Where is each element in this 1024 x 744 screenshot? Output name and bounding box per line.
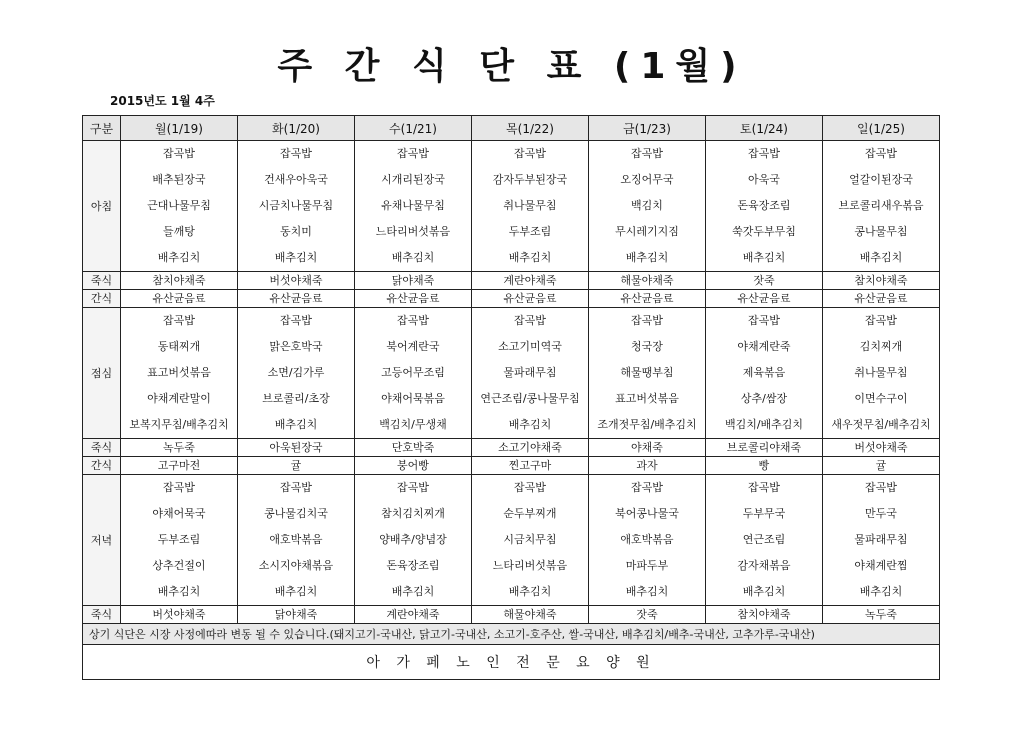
week-label: 2015년도 1월 4주 [110, 94, 215, 108]
menu-item: 해물땡부침 [620, 366, 674, 379]
menu-item: 유산균음료 [121, 290, 238, 308]
origin-note: 상기 식단은 시장 사정에따라 변동 될 수 있습니다.(돼지고기-국내산, 닭고기-국내산, 소고기-호주산, 쌀-국내산, 배추김치/배추-국내산, 고추가루-국내산) [83, 624, 940, 645]
porridge-am-label: 죽식 [83, 272, 121, 290]
dinner-label: 저녁 [83, 475, 121, 606]
menu-item: 유산균음료 [823, 290, 940, 308]
menu-item: 순두부찌개 [503, 507, 557, 520]
menu-item: 백김치/배추김치 [724, 418, 804, 431]
menu-item: 배추된장국 [152, 173, 206, 186]
menu-item: 귤 [823, 457, 940, 475]
menu-item: 잡곡밥 [514, 147, 546, 160]
menu-item: 두부무국 [742, 507, 786, 520]
lunch-cell [238, 308, 355, 439]
menu-item: 조개젓무침/배추김치 [597, 418, 697, 431]
menu-item: 닭야채죽 [355, 272, 472, 290]
lunch-label: 점심 [83, 308, 121, 439]
menu-item: 감자두부된장국 [492, 173, 568, 186]
dinner-cell [238, 475, 355, 606]
corner-header: 구분 [83, 116, 121, 141]
menu-item: 고구마전 [121, 457, 238, 475]
menu-item: 버섯야채죽 [121, 606, 238, 624]
menu-item: 보복지무침/배추김치 [129, 418, 229, 431]
porridge-night-label: 죽식 [83, 606, 121, 624]
menu-item: 유산균음료 [706, 290, 823, 308]
menu-item: 소고기미역국 [498, 340, 562, 353]
day-header: 목(1/22) [472, 116, 589, 141]
lunch-cell [355, 308, 472, 439]
menu-item: 배추김치 [508, 251, 552, 264]
lunch-row [83, 308, 940, 439]
dinner-cell [121, 475, 238, 606]
menu-item: 계란야채죽 [355, 606, 472, 624]
menu-item: 배추김치 [742, 585, 786, 598]
menu-item: 돈육장조림 [737, 199, 791, 212]
page-title: 주 간 식 단 표 (1월) [277, 46, 747, 87]
menu-item: 물파래무침 [503, 366, 557, 379]
menu-item: 버섯야채죽 [823, 439, 940, 457]
menu-item: 근대나물무침 [147, 199, 211, 212]
menu-item: 야채계란말이 [147, 392, 211, 405]
menu-item: 참치야채죽 [823, 272, 940, 290]
menu-item: 잡곡밥 [163, 147, 195, 160]
note-row [83, 624, 940, 645]
menu-item: 브로콜리/초장 [262, 392, 330, 405]
menu-item: 두부조림 [508, 225, 552, 238]
menu-item: 유산균음료 [238, 290, 355, 308]
menu-item: 닭야채죽 [238, 606, 355, 624]
lunch-cell [472, 308, 589, 439]
menu-item: 연근조림 [742, 533, 786, 546]
menu-item: 시금치나물무침 [258, 199, 334, 212]
menu-item: 배추김치 [625, 251, 669, 264]
snack-pm-label: 간식 [83, 457, 121, 475]
breakfast-cell [238, 141, 355, 272]
menu-item: 귤 [238, 457, 355, 475]
menu-item: 취나물무침 [854, 366, 908, 379]
menu-item: 애호박볶음 [620, 533, 674, 546]
porridge-night-row [83, 606, 940, 624]
footer-row [83, 645, 940, 680]
menu-item: 고등어무조림 [381, 366, 445, 379]
menu-item: 배추김치 [391, 585, 435, 598]
menu-item: 잡곡밥 [397, 481, 429, 494]
menu-item: 과자 [589, 457, 706, 475]
dinner-cell [472, 475, 589, 606]
menu-item: 잡곡밥 [865, 147, 897, 160]
dinner-cell [589, 475, 706, 606]
menu-item: 백김치 [631, 199, 663, 212]
menu-item: 해물야채죽 [472, 606, 589, 624]
menu-item: 유채나물무침 [381, 199, 445, 212]
menu-item: 무시레기지짐 [615, 225, 679, 238]
menu-item: 배추김치 [508, 585, 552, 598]
menu-item: 잡곡밥 [514, 481, 546, 494]
breakfast-row [83, 141, 940, 272]
weekly-menu-table [82, 115, 940, 680]
menu-item: 잡곡밥 [748, 314, 780, 327]
menu-item: 배추김치 [157, 251, 201, 264]
menu-item: 잡곡밥 [631, 147, 663, 160]
menu-item: 들깨탕 [163, 225, 195, 238]
menu-item: 표고버섯볶음 [147, 366, 211, 379]
menu-item: 아욱국 [748, 173, 780, 186]
menu-item: 잡곡밥 [631, 481, 663, 494]
snack-am-row [83, 290, 940, 308]
menu-item: 돈육장조림 [386, 559, 440, 572]
menu-item: 잡곡밥 [631, 314, 663, 327]
dinner-row [83, 475, 940, 606]
menu-item: 야채죽 [589, 439, 706, 457]
facility-name: 아 가 페 노 인 전 문 요 양 원 [83, 645, 940, 680]
menu-item: 느타리버섯볶음 [492, 559, 568, 572]
day-header: 화(1/20) [238, 116, 355, 141]
lunch-cell [121, 308, 238, 439]
menu-item: 상추건절이 [152, 559, 206, 572]
menu-item: 녹두죽 [121, 439, 238, 457]
menu-item: 취나물무침 [503, 199, 557, 212]
menu-item: 쑥갓두부무침 [732, 225, 796, 238]
menu-item: 동태찌개 [157, 340, 201, 353]
menu-item: 잡곡밥 [280, 147, 312, 160]
menu-item: 야채어묵볶음 [381, 392, 445, 405]
menu-item: 잡곡밥 [865, 481, 897, 494]
breakfast-cell [589, 141, 706, 272]
menu-item: 야채계란죽 [737, 340, 791, 353]
menu-item: 잡곡밥 [397, 147, 429, 160]
menu-item: 김치찌개 [859, 340, 903, 353]
menu-item: 참치야채죽 [121, 272, 238, 290]
menu-item: 잡곡밥 [748, 481, 780, 494]
menu-item: 맑은호박국 [269, 340, 323, 353]
menu-item: 배추김치 [742, 251, 786, 264]
menu-item: 배추김치 [274, 418, 318, 431]
menu-item: 잡곡밥 [865, 314, 897, 327]
menu-item: 배추김치 [274, 585, 318, 598]
breakfast-cell [121, 141, 238, 272]
menu-item: 배추김치 [625, 585, 669, 598]
menu-item: 두부조림 [157, 533, 201, 546]
dinner-cell [823, 475, 940, 606]
menu-item: 배추김치 [508, 418, 552, 431]
menu-item: 잡곡밥 [280, 481, 312, 494]
menu-item: 감자채볶음 [737, 559, 791, 572]
menu-item: 유산균음료 [472, 290, 589, 308]
porridge-am-row [83, 272, 940, 290]
menu-item: 시금치무침 [503, 533, 557, 546]
menu-item: 잣죽 [589, 606, 706, 624]
menu-item: 동치미 [280, 225, 312, 238]
menu-item: 계란야채죽 [472, 272, 589, 290]
menu-item: 붕어빵 [355, 457, 472, 475]
snack-am-label: 간식 [83, 290, 121, 308]
menu-item: 브로콜리야채죽 [706, 439, 823, 457]
day-header: 금(1/23) [589, 116, 706, 141]
breakfast-label: 아침 [83, 141, 121, 272]
menu-item: 빵 [706, 457, 823, 475]
lunch-cell [823, 308, 940, 439]
menu-item: 아욱된장국 [238, 439, 355, 457]
day-header: 토(1/24) [706, 116, 823, 141]
lunch-cell [706, 308, 823, 439]
menu-item: 참치야채죽 [706, 606, 823, 624]
menu-item: 소시지야채볶음 [258, 559, 334, 572]
menu-item: 참치김치찌개 [381, 507, 445, 520]
menu-item: 유산균음료 [589, 290, 706, 308]
menu-item: 잡곡밥 [748, 147, 780, 160]
menu-item: 버섯야채죽 [238, 272, 355, 290]
menu-item: 만두국 [865, 507, 897, 520]
breakfast-cell [355, 141, 472, 272]
menu-item: 배추김치 [859, 585, 903, 598]
menu-item: 시개리된장국 [381, 173, 445, 186]
menu-item: 배추김치 [274, 251, 318, 264]
menu-item: 야채계란찜 [854, 559, 908, 572]
menu-item: 콩나물김치국 [264, 507, 328, 520]
menu-item: 느타리버섯볶음 [375, 225, 451, 238]
porridge-pm-label: 죽식 [83, 439, 121, 457]
porridge-pm-row [83, 439, 940, 457]
menu-item: 배추김치 [859, 251, 903, 264]
day-header: 일(1/25) [823, 116, 940, 141]
menu-item: 북어계란국 [386, 340, 440, 353]
menu-item: 새우젓무침/배추김치 [831, 418, 931, 431]
menu-item: 해물야채죽 [589, 272, 706, 290]
day-header: 월(1/19) [121, 116, 238, 141]
menu-item: 잡곡밥 [397, 314, 429, 327]
menu-item: 연근조림/콩나물무침 [480, 392, 580, 405]
menu-item: 야채어묵국 [152, 507, 206, 520]
menu-item: 북어콩나물국 [615, 507, 679, 520]
snack-pm-row [83, 457, 940, 475]
dinner-cell [706, 475, 823, 606]
dinner-cell [355, 475, 472, 606]
menu-item: 소고기야채죽 [472, 439, 589, 457]
breakfast-cell [823, 141, 940, 272]
menu-item: 얼갈이된장국 [849, 173, 913, 186]
menu-item: 배추김치 [391, 251, 435, 264]
menu-item: 제육볶음 [742, 366, 786, 379]
menu-item: 건새우아욱국 [264, 173, 328, 186]
menu-item: 백김치/무생채 [379, 418, 447, 431]
menu-item: 상추/쌈장 [740, 392, 788, 405]
menu-item: 이면수구이 [854, 392, 908, 405]
menu-item: 단호박죽 [355, 439, 472, 457]
menu-item: 잡곡밥 [514, 314, 546, 327]
menu-item: 잡곡밥 [280, 314, 312, 327]
menu-item: 배추김치 [157, 585, 201, 598]
breakfast-cell [472, 141, 589, 272]
lunch-cell [589, 308, 706, 439]
menu-item: 소면/김가루 [267, 366, 325, 379]
menu-item: 잡곡밥 [163, 481, 195, 494]
menu-item: 애호박볶음 [269, 533, 323, 546]
menu-item: 표고버섯볶음 [615, 392, 679, 405]
menu-item: 찐고구마 [472, 457, 589, 475]
menu-item: 청국장 [631, 340, 663, 353]
menu-item: 양배추/양념장 [379, 533, 447, 546]
day-header: 수(1/21) [355, 116, 472, 141]
menu-item: 브로콜리새우볶음 [838, 199, 924, 212]
breakfast-cell [706, 141, 823, 272]
header-row [83, 116, 940, 141]
menu-item: 녹두죽 [823, 606, 940, 624]
menu-item: 잡곡밥 [163, 314, 195, 327]
menu-item: 콩나물무침 [854, 225, 908, 238]
menu-item: 물파래무침 [854, 533, 908, 546]
menu-item: 마파두부 [625, 559, 669, 572]
menu-item: 오징어무국 [620, 173, 674, 186]
menu-item: 잣죽 [706, 272, 823, 290]
menu-item: 유산균음료 [355, 290, 472, 308]
